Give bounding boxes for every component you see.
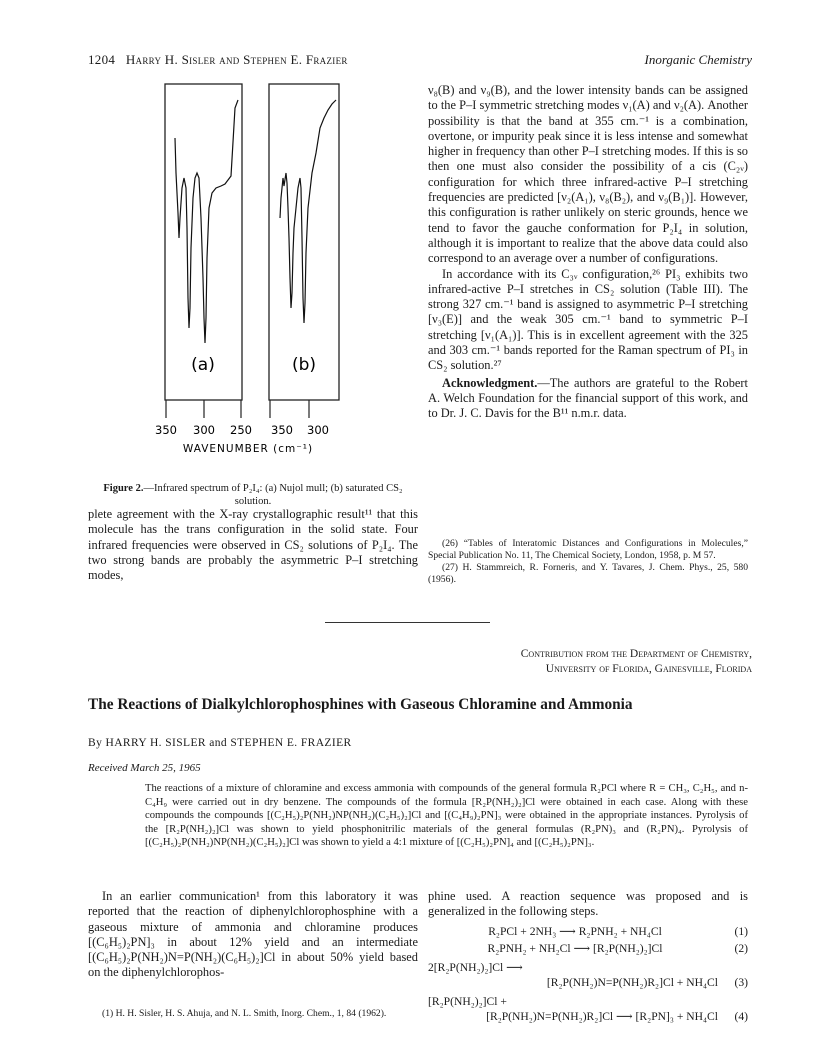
spectrum-trace-a <box>175 100 238 343</box>
equation-text: R₂PNH₂ + NH₂Cl ⟶ [R₂P(NH₂)₂]Cl <box>487 942 663 955</box>
figure-2 <box>88 78 413 478</box>
page-number: 1204 <box>88 52 116 67</box>
paragraph: ν₈(B) and ν₉(B), and the lower intensity bands can be assigned to the P–I symmetric stretching modes ν₁(A) and ν₂(A). Another possibility is that the band at 355 cm.⁻¹ is a combination, overtone, or impurity peak since it is less intense and somewhat higher in frequency than other P–I stretching modes. If this is so then one must also consider the possibility of a cis (C₂ᵥ) configuration for which three infrared-active P–I stretching frequencies are predicted [ν₂(A₁), ν₈(B₂), and ν₉(B₁)]. However, this configuration is rather unlikely on steric grounds, hence we tend to favor the gauche conformation for P₂I₄ in solution, although it is important to realize that the above data could also correspond to an average over a number of configurations. <box>428 83 748 266</box>
section-divider <box>325 622 490 623</box>
running-header-left <box>88 52 348 68</box>
equation-number: (4) <box>734 1010 748 1023</box>
received-date: Received March 25, 1965 <box>88 762 201 774</box>
tick-label: 350 <box>155 423 177 437</box>
running-authors: Harry H. Sisler and Stephen E. Frazier <box>125 52 348 67</box>
article-title: The Reactions of Dialkylchlorophosphines with Gaseous Chloramine and Ammonia <box>88 696 633 713</box>
equation-text: R₂PCl + 2NH₃ ⟶ R₂PNH₂ + NH₄Cl <box>488 925 662 938</box>
equation <box>428 924 748 939</box>
panel-b-frame <box>269 84 339 400</box>
reaction-equations <box>428 924 748 1024</box>
paragraph: In accordance with its C₃ᵥ configuration,²⁶ PI₃ exhibits two infrared-active P–I stretches in CS₂ solution (Table III). The strong 327 cm.⁻¹ band is assigned to asymmetric P–I stretching [ν₃(E)] and the weak 305 cm.⁻¹ band to symmetric P–I stretching [ν₁(A₁)]. This is in excellent agreement with the 325 and 303 cm.⁻¹ bands reported for the Raman spectrum of PI₃ in CS₂ solution.²⁷ <box>428 266 748 373</box>
tick-label: 300 <box>193 423 215 437</box>
equation-number: (1) <box>734 925 748 938</box>
equation-text: [R₂P(NH₂)N=P(NH₂)R₂]Cl ⟶ [R₂PN]₃ + NH₄Cl <box>486 1010 718 1023</box>
acknowledgment-text: —The authors are grateful to the Robert A. Welch Foundation for the financial support of this work, and to Dr. J. C. Davis for the B¹¹ n.m.r. data. <box>428 375 748 421</box>
figure-caption-text: —Infrared spectrum of P₂I₄: (a) Nujol mull; (b) saturated CS₂ solution. <box>143 483 403 507</box>
equation-number: (3) <box>734 976 748 989</box>
contribution-line: Contribution from the Department of Chemistry, <box>520 648 752 660</box>
byline: By HARRY H. SISLER and STEPHEN E. FRAZIER <box>88 737 352 749</box>
equation <box>428 994 748 1024</box>
footnote: (1) H. H. Sisler, H. S. Ahuja, and N. L. Smith, Inorg. Chem., 1, 84 (1962). <box>102 1008 387 1019</box>
left-column-text: plete agreement with the X-ray crystallographic result¹¹ that this molecule has the trans configuration in the solid state. Four infrared frequencies were observed in CS₂ solutions of P₂I₄. The two strong bands are probably the asymmetric P–I stretching modes, <box>88 507 418 583</box>
contribution-line: University of Florida, Gainesville, Florida <box>545 663 752 675</box>
equation-number: (2) <box>734 942 748 955</box>
footnote: (26) “Tables of Interatomic Distances and Configurations in Molecules,” Special Publication No. 11, The Chemical Society, London, 1958, p. M 57. <box>428 538 748 561</box>
figure-caption <box>88 482 418 508</box>
equation <box>428 960 748 990</box>
spectrum-trace-b <box>280 100 336 323</box>
panel-b-label: (b) <box>291 355 317 375</box>
axis-label: WAVENUMBER (cm⁻¹) <box>182 443 314 455</box>
acknowledgment-label: Acknowledgment. <box>442 375 538 390</box>
figure-caption-label: Figure 2. <box>103 483 144 494</box>
intro-left <box>88 889 418 981</box>
paragraph: phine used. A reaction sequence was proposed and is generalized in the following steps. <box>428 889 748 919</box>
journal-name: Inorganic Chemistry <box>644 52 752 67</box>
right-column-text <box>428 83 748 422</box>
paragraph: In an earlier communication¹ from this laboratory it was reported that the reaction of diphenylchlorophosphine with a gaseous mixture of ammonia and chloramine produces [(C₆H₅)₂PN]₃ in about 12% yield and an intermediate [(C₆H₅)₂P(NH₂)N=P(NH₂)(C₆H₅)₂]Cl in about 50% yield based on the diphenylchlorophos- <box>88 889 418 980</box>
panel-a-frame <box>165 84 242 400</box>
equation-text: 2[R₂P(NH₂)₂]Cl ⟶ <box>428 961 523 974</box>
intro-right <box>428 889 748 920</box>
footnotes-right <box>428 538 748 586</box>
tick-label: 250 <box>230 423 252 437</box>
tick-label: 350 <box>271 423 293 437</box>
panel-a-label: (a) <box>191 355 215 375</box>
tick-label: 300 <box>307 423 329 437</box>
abstract: The reactions of a mixture of chloramine and excess ammonia with compounds of the general formula R₂PCl where R = CH₃, C₂H₅, and n-C₄H₉ were carried out in dry benzene. The compounds of the formula [R₂P(NH₂)₂]Cl were obtained in each case. Along with these compounds the compounds [(C₂H₅)₂P(NH₂)NP(NH₂)(C₂H₅)₂]Cl and [(C₄H₉)₂PN]₃ were obtained in the appropriate instances. Pyrolysis of the [R₂P(NH₂)₂]Cl was shown to yield phosphonitrilic materials of the general formulas (R₂PN)₃ and (R₂PN)₄. Pyrolysis of [(C₂H₅)₂P(NH₂)NP(NH₂)(C₂H₅)₂]Cl was shown to yield a 4:1 mixture of [(C₂H₅)₂PN]₄ and [(C₂H₅)₂PN]₃. <box>145 783 748 848</box>
ir-spectrum-figure <box>88 78 413 478</box>
equation-text: [R₂P(NH₂)N=P(NH₂)R₂]Cl + NH₄Cl <box>546 976 718 989</box>
acknowledgment <box>428 376 748 422</box>
equation <box>428 941 748 956</box>
footnote: (27) H. Stammreich, R. Forneris, and Y. Tavares, J. Chem. Phys., 25, 580 (1956). <box>428 562 748 585</box>
equation-text: [R₂P(NH₂)₂]Cl + <box>428 995 507 1008</box>
contribution-note <box>422 647 752 677</box>
